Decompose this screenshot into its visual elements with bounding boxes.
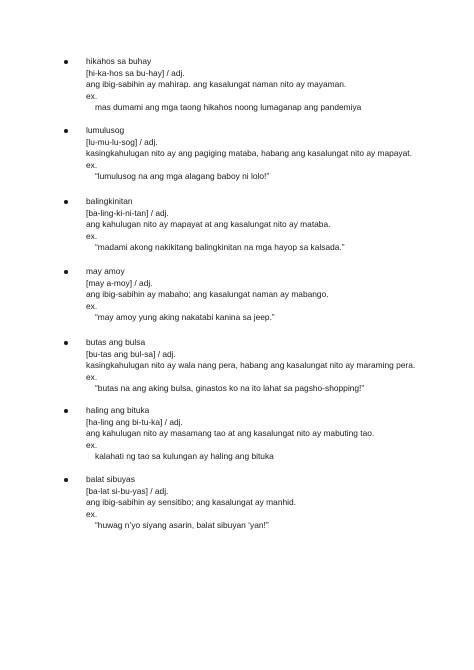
term: butas ang bulsa (86, 337, 146, 347)
list-item (86, 474, 456, 532)
term: hikahos sa buhay (86, 56, 152, 66)
example-sentence: “lumulusog na ang mga alagang baboy ni lolo!” (95, 171, 270, 181)
bullet-icon (64, 200, 68, 204)
example-label: ex. (86, 508, 98, 519)
list-item (86, 405, 456, 463)
bullet-icon (64, 129, 68, 133)
example-sentence: “huwag n’yo siyang asarin, balat sibuyan ‘yan!” (95, 520, 269, 530)
definition: ang kahulugan nito ay mapayat at ang kasalungat nito ay mataba. (86, 219, 331, 229)
pronunciation: [ba-ling-ki-ni-tan] / adj. (86, 207, 169, 218)
bullet-icon (64, 60, 68, 64)
bullet-icon (64, 409, 68, 413)
pronunciation: [hi-ka-hos sa bu-hay] / adj. (86, 67, 185, 78)
pronunciation: [may a-moy] / adj. (86, 277, 153, 288)
definition: kasingkahulugan nito ay ang pagiging mataba, habang ang kasalungat nito ay mapayat. (86, 148, 412, 158)
list-item (86, 266, 456, 324)
example-label: ex. (86, 439, 98, 450)
pronunciation: [bu-tas ang bul-sa] / adj. (86, 348, 176, 359)
list-item (86, 56, 456, 114)
example-label: ex. (86, 159, 98, 170)
list-item (86, 337, 456, 395)
example-sentence: mas dumami ang mga taong hikahos noong lumaganap ang pandemiya (95, 102, 362, 112)
definition: kasingkahulugan nito ay wala nang pera, habang ang kasalungat nito ay maraming pera. (86, 360, 416, 370)
definition: ang kahulugan nito ay masamang tao at ang kasalungat nito ay mabuting tao. (86, 428, 375, 438)
definition: ang ibig-sabihin ay mabaho; ang kasalungat naman ay mabango. (86, 289, 329, 299)
pronunciation: [lu-mu-lu-sog] / adj. (86, 136, 158, 147)
term: balat sibuyas (86, 474, 135, 484)
example-sentence: kalahati ng tao sa kulungan ay haling ang bituka (95, 451, 274, 461)
example-label: ex. (86, 90, 98, 101)
list-item (86, 125, 456, 183)
term: haling ang bituka (86, 405, 150, 415)
definition: ang ibig-sabihin ay mahirap. ang kasalungat naman nito ay mayaman. (86, 79, 347, 89)
term: lumulusog (86, 125, 125, 135)
pronunciation: [ba-lat si-bu-yas] / adj. (86, 485, 169, 496)
definition: ang ibig-sabihin ay sensitibo; ang kasalungat ay manhid. (86, 497, 296, 507)
example-label: ex. (86, 371, 98, 382)
example-sentence: “butas na ang aking bulsa, ginastos ko na ito lahat sa pagsho-shopping!” (95, 383, 365, 393)
example-sentence: “may amoy yung aking nakatabi kanina sa jeep.” (95, 312, 275, 322)
example-label: ex. (86, 300, 98, 311)
term: may amoy (86, 266, 125, 276)
bullet-icon (64, 478, 68, 482)
pronunciation: [ha-ling ang bi-tu-ka] / adj. (86, 416, 183, 427)
list-item (86, 196, 456, 254)
example-label: ex. (86, 230, 98, 241)
term: balingkinitan (86, 196, 133, 206)
bullet-icon (64, 341, 68, 345)
bullet-icon (64, 270, 68, 274)
example-sentence: “madami akong nakikitang balingkinitan na mga hayop sa kalsada.” (95, 242, 345, 252)
